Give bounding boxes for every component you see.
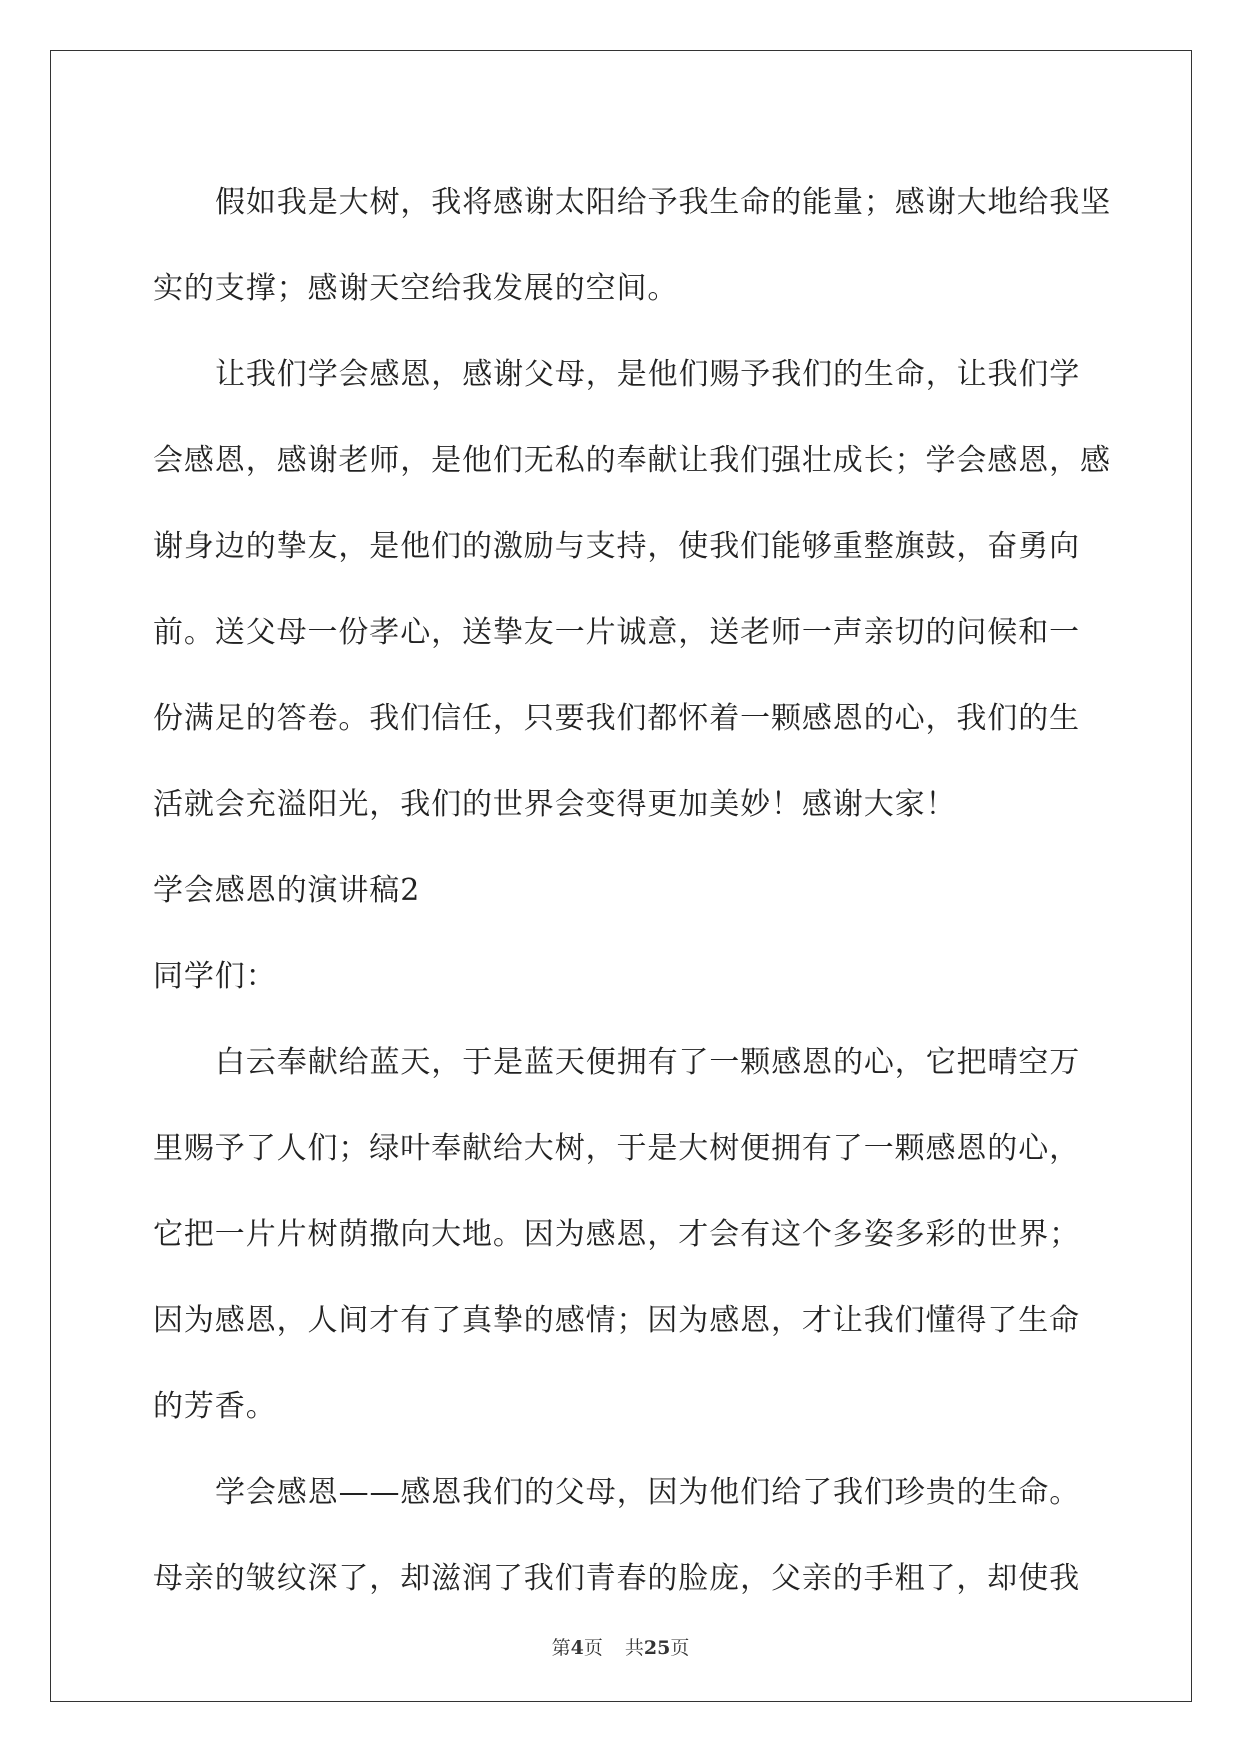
- text-line: 母亲的皱纹深了，却滋润了我们青春的脸庞，父亲的手粗了，却使我: [153, 1561, 1080, 1596]
- text-line: 让我们学会感恩，感谢父母，是他们赐予我们的生命，让我们学: [215, 357, 1081, 392]
- document-body: [153, 160, 1112, 1622]
- footer-total-suffix: 页: [670, 1637, 690, 1659]
- page-footer: [0, 1633, 1241, 1660]
- text-line: 前。送父母一份孝心，送挚友一片诚意，送老师一声亲切的问候和一: [153, 615, 1080, 650]
- text-line: 因为感恩，人间才有了真挚的感情；因为感恩，才让我们懂得了生命: [153, 1303, 1080, 1338]
- text-line: 的芳香。: [153, 1389, 277, 1424]
- current-page-number: 4: [570, 1637, 584, 1659]
- text-line: 学会感恩——感恩我们的父母，因为他们给了我们珍贵的生命。: [215, 1475, 1081, 1510]
- text-line: 谢身边的挚友，是他们的激励与支持，使我们能够重整旗鼓，奋勇向: [153, 529, 1080, 564]
- footer-total-prefix: 共: [624, 1637, 644, 1659]
- text-line: 活就会充溢阳光，我们的世界会变得更加美妙！感谢大家！: [153, 787, 957, 822]
- text-line: 实的支撑；感谢天空给我发展的空间。: [153, 271, 679, 306]
- text-line: 白云奉献给蓝天，于是蓝天便拥有了一颗感恩的心，它把晴空万: [215, 1045, 1081, 1080]
- text-line: 份满足的答卷。我们信任，只要我们都怀着一颗感恩的心，我们的生: [153, 701, 1080, 736]
- footer-page-suffix: 页: [583, 1637, 603, 1659]
- text-line: 它把一片片树荫撒向大地。因为感恩，才会有这个多姿多彩的世界；: [153, 1217, 1080, 1252]
- section-title: 学会感恩的演讲稿2: [153, 873, 421, 908]
- total-page-count: 25: [643, 1637, 671, 1659]
- footer-prefix: 第: [551, 1637, 571, 1659]
- text-line: 假如我是大树，我将感谢太阳给予我生命的能量；感谢大地给我坚: [215, 185, 1112, 220]
- text-line: 里赐予了人们；绿叶奉献给大树，于是大树便拥有了一颗感恩的心，: [153, 1131, 1080, 1166]
- salutation: 同学们：: [153, 959, 277, 994]
- text-line: 会感恩，感谢老师，是他们无私的奉献让我们强壮成长；学会感恩，感: [153, 443, 1111, 478]
